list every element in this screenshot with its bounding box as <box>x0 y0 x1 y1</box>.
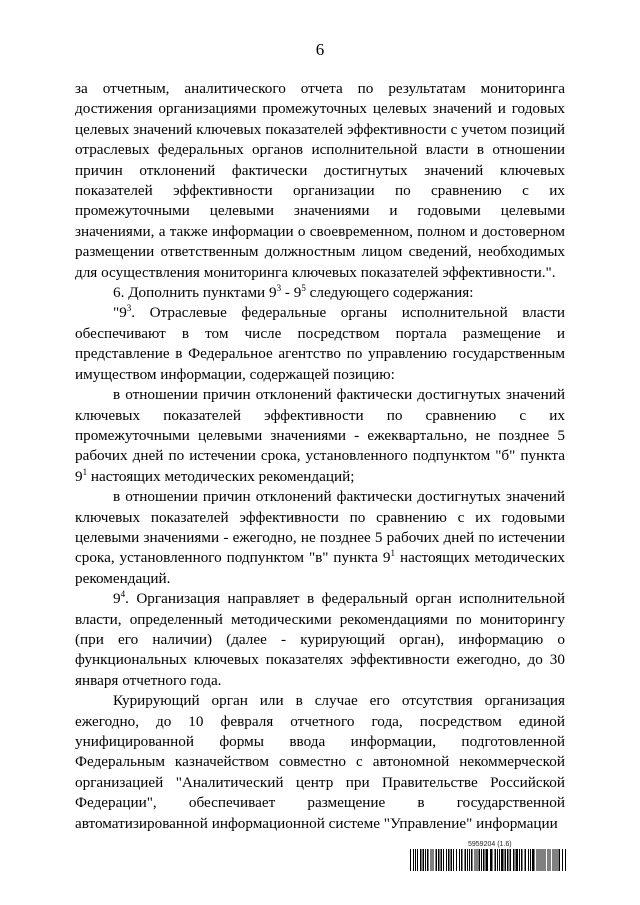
barcode-bar <box>417 849 418 871</box>
barcode-bar <box>475 849 476 871</box>
barcode-bar <box>420 849 422 871</box>
barcode-bar <box>441 849 443 871</box>
barcode-caption: 5959204 (1.6) <box>468 841 512 848</box>
barcode-bar <box>539 849 540 871</box>
paragraph-p5 <box>75 487 565 589</box>
barcode-bar <box>410 849 411 871</box>
barcode-bar <box>510 849 512 871</box>
barcode-bar <box>431 849 432 871</box>
paragraph-text: Курирующий орган или в случае его отсутствия организация ежегодно, до 10 февраля отчетного года, посредством единой унифицированной формы ввода информации, подготовленной Федеральным казначейством совместно с автономной некоммерческой организацией "Аналитический центр при Правительстве Российской Федерации", обеспечивает размещение в государственной автоматизированной информационной системе "Управление" информации <box>75 692 565 832</box>
barcode-bar <box>459 849 460 871</box>
barcode-bar <box>562 849 563 871</box>
barcode-bar <box>545 849 546 871</box>
barcode-bar <box>467 849 468 871</box>
barcode-bar <box>486 849 489 871</box>
barcode-bar <box>513 849 515 871</box>
barcode-bar <box>521 849 523 871</box>
barcode-bar <box>548 849 549 871</box>
paragraph-text: "9 <box>113 304 127 322</box>
barcode-icon <box>410 849 566 871</box>
superscript: 5 <box>301 283 306 293</box>
barcode-bar <box>543 849 544 871</box>
barcode-bar <box>451 849 453 871</box>
barcode-bar <box>461 849 463 871</box>
barcode-bar <box>537 849 538 871</box>
barcode-bar <box>490 849 493 871</box>
barcode-block <box>410 840 566 871</box>
barcode-bar <box>553 849 554 871</box>
paragraph-text: в отношении причин отклонений фактически достигнутых значений ключевых показателей эффективности по сравнению с их годовыми целевыми значениями - ежегодно, не позднее 5 рабочих дней по истечении срока, установленного подпунктом "в" пункта 9 <box>75 488 565 567</box>
barcode-bar <box>443 849 444 871</box>
barcode-bar <box>516 849 519 871</box>
barcode-bar <box>555 849 556 871</box>
barcode-bar <box>499 849 500 871</box>
barcode-bar <box>456 849 457 871</box>
barcode-bar <box>525 849 527 871</box>
document-body <box>75 79 565 834</box>
barcode-bar <box>507 849 509 871</box>
superscript: 3 <box>276 283 282 293</box>
paragraph-p2 <box>75 283 565 303</box>
paragraph-text: за отчетным, аналитического отчета по результатам мониторинга достижения организациями промежуточных целевых значений и годовых целевых значений ключевых показателей эффективности с учетом позиций отраслевых федеральных органов исполнительной власти в отношении причин отклонений фактически достигнутых значений ключевых показателей эффективности организации по сравнению с их промежуточными целевыми значениями и годовыми целевыми значениями, а также информации о своевременном, полном и достоверном размещении ответственным должностным лицом сведений, необходимых для осуществления мониторинга ключевых показателей эффективности.". <box>75 80 565 281</box>
barcode-bar <box>530 849 531 871</box>
paragraph-p4 <box>75 385 565 487</box>
barcode-bar <box>495 849 497 871</box>
barcode-bar <box>436 849 438 871</box>
barcode-bar <box>448 849 450 871</box>
barcode-bar <box>427 849 429 871</box>
barcode-bar <box>532 849 535 871</box>
paragraph-text: настоящих методических рекомендаций; <box>87 467 355 485</box>
page-number: 6 <box>315 40 325 59</box>
paragraph-p3 <box>75 303 565 385</box>
paragraph-text: - 9 <box>281 284 302 302</box>
barcode-bar <box>541 849 542 871</box>
paragraph-text: . Отраслевые федеральные органы исполнительной власти обеспечивают в том числе посредством портала размещение и представление в Федеральное агентство по управлению государственным имуществом информации, содержащей позицию: <box>75 304 565 383</box>
barcode-bar <box>501 849 504 871</box>
barcode-bar <box>550 849 551 871</box>
superscript: 3 <box>126 303 132 314</box>
barcode-bar <box>413 849 414 871</box>
barcode-bar <box>481 849 482 871</box>
barcode-bar <box>446 849 447 871</box>
superscript: 1 <box>82 466 88 477</box>
paragraph-text: настоящих методических рекомендаций. <box>75 549 566 587</box>
barcode-bar <box>477 849 478 871</box>
paragraph-text: в отношении причин отклонений фактически достигнутых значений ключевых показателей эффективности по сравнению с их промежуточными целевыми значениями - ежеквартально, не позднее 5 рабочих дней по истечении срока, установленного подпунктом "б" пункта 9 <box>75 386 565 485</box>
barcode-bar <box>559 849 561 871</box>
barcode-bar <box>438 849 440 871</box>
barcode-bar <box>479 849 481 871</box>
paragraph-p7 <box>75 691 565 834</box>
superscript: 1 <box>390 548 396 559</box>
paragraph-text: 9 <box>113 590 121 608</box>
barcode-bar <box>423 849 425 871</box>
barcode-bar <box>528 849 529 871</box>
barcode-bar <box>565 849 566 871</box>
barcode-bar <box>465 849 467 871</box>
barcode-bar <box>471 849 473 871</box>
superscript: 4 <box>120 589 126 600</box>
paragraph-p1 <box>75 79 565 283</box>
barcode-bar <box>483 849 485 871</box>
barcode-bar <box>557 849 558 871</box>
barcode-bar <box>505 849 507 871</box>
paragraph-p6 <box>75 589 565 691</box>
paragraph-text: . Организация направляет в федеральный орган исполнительной власти, определенный методическими рекомендациями по мониторингу (при его наличии) (далее - курирующий орган), информацию о функциональных ключевых показателях эффективности ежегодно, до 30 января отчетного года. <box>75 590 565 689</box>
barcode-bar <box>519 849 520 871</box>
barcode-bar <box>469 849 470 871</box>
paragraph-text: следующего содержания: <box>305 284 474 302</box>
barcode-bar <box>453 849 454 871</box>
barcode-bar <box>425 849 426 871</box>
paragraph-text: 6. Дополнить пунктами 9 <box>113 284 277 302</box>
barcode-bar <box>497 849 498 871</box>
barcode-bar <box>415 849 416 871</box>
barcode-bar <box>433 849 434 871</box>
